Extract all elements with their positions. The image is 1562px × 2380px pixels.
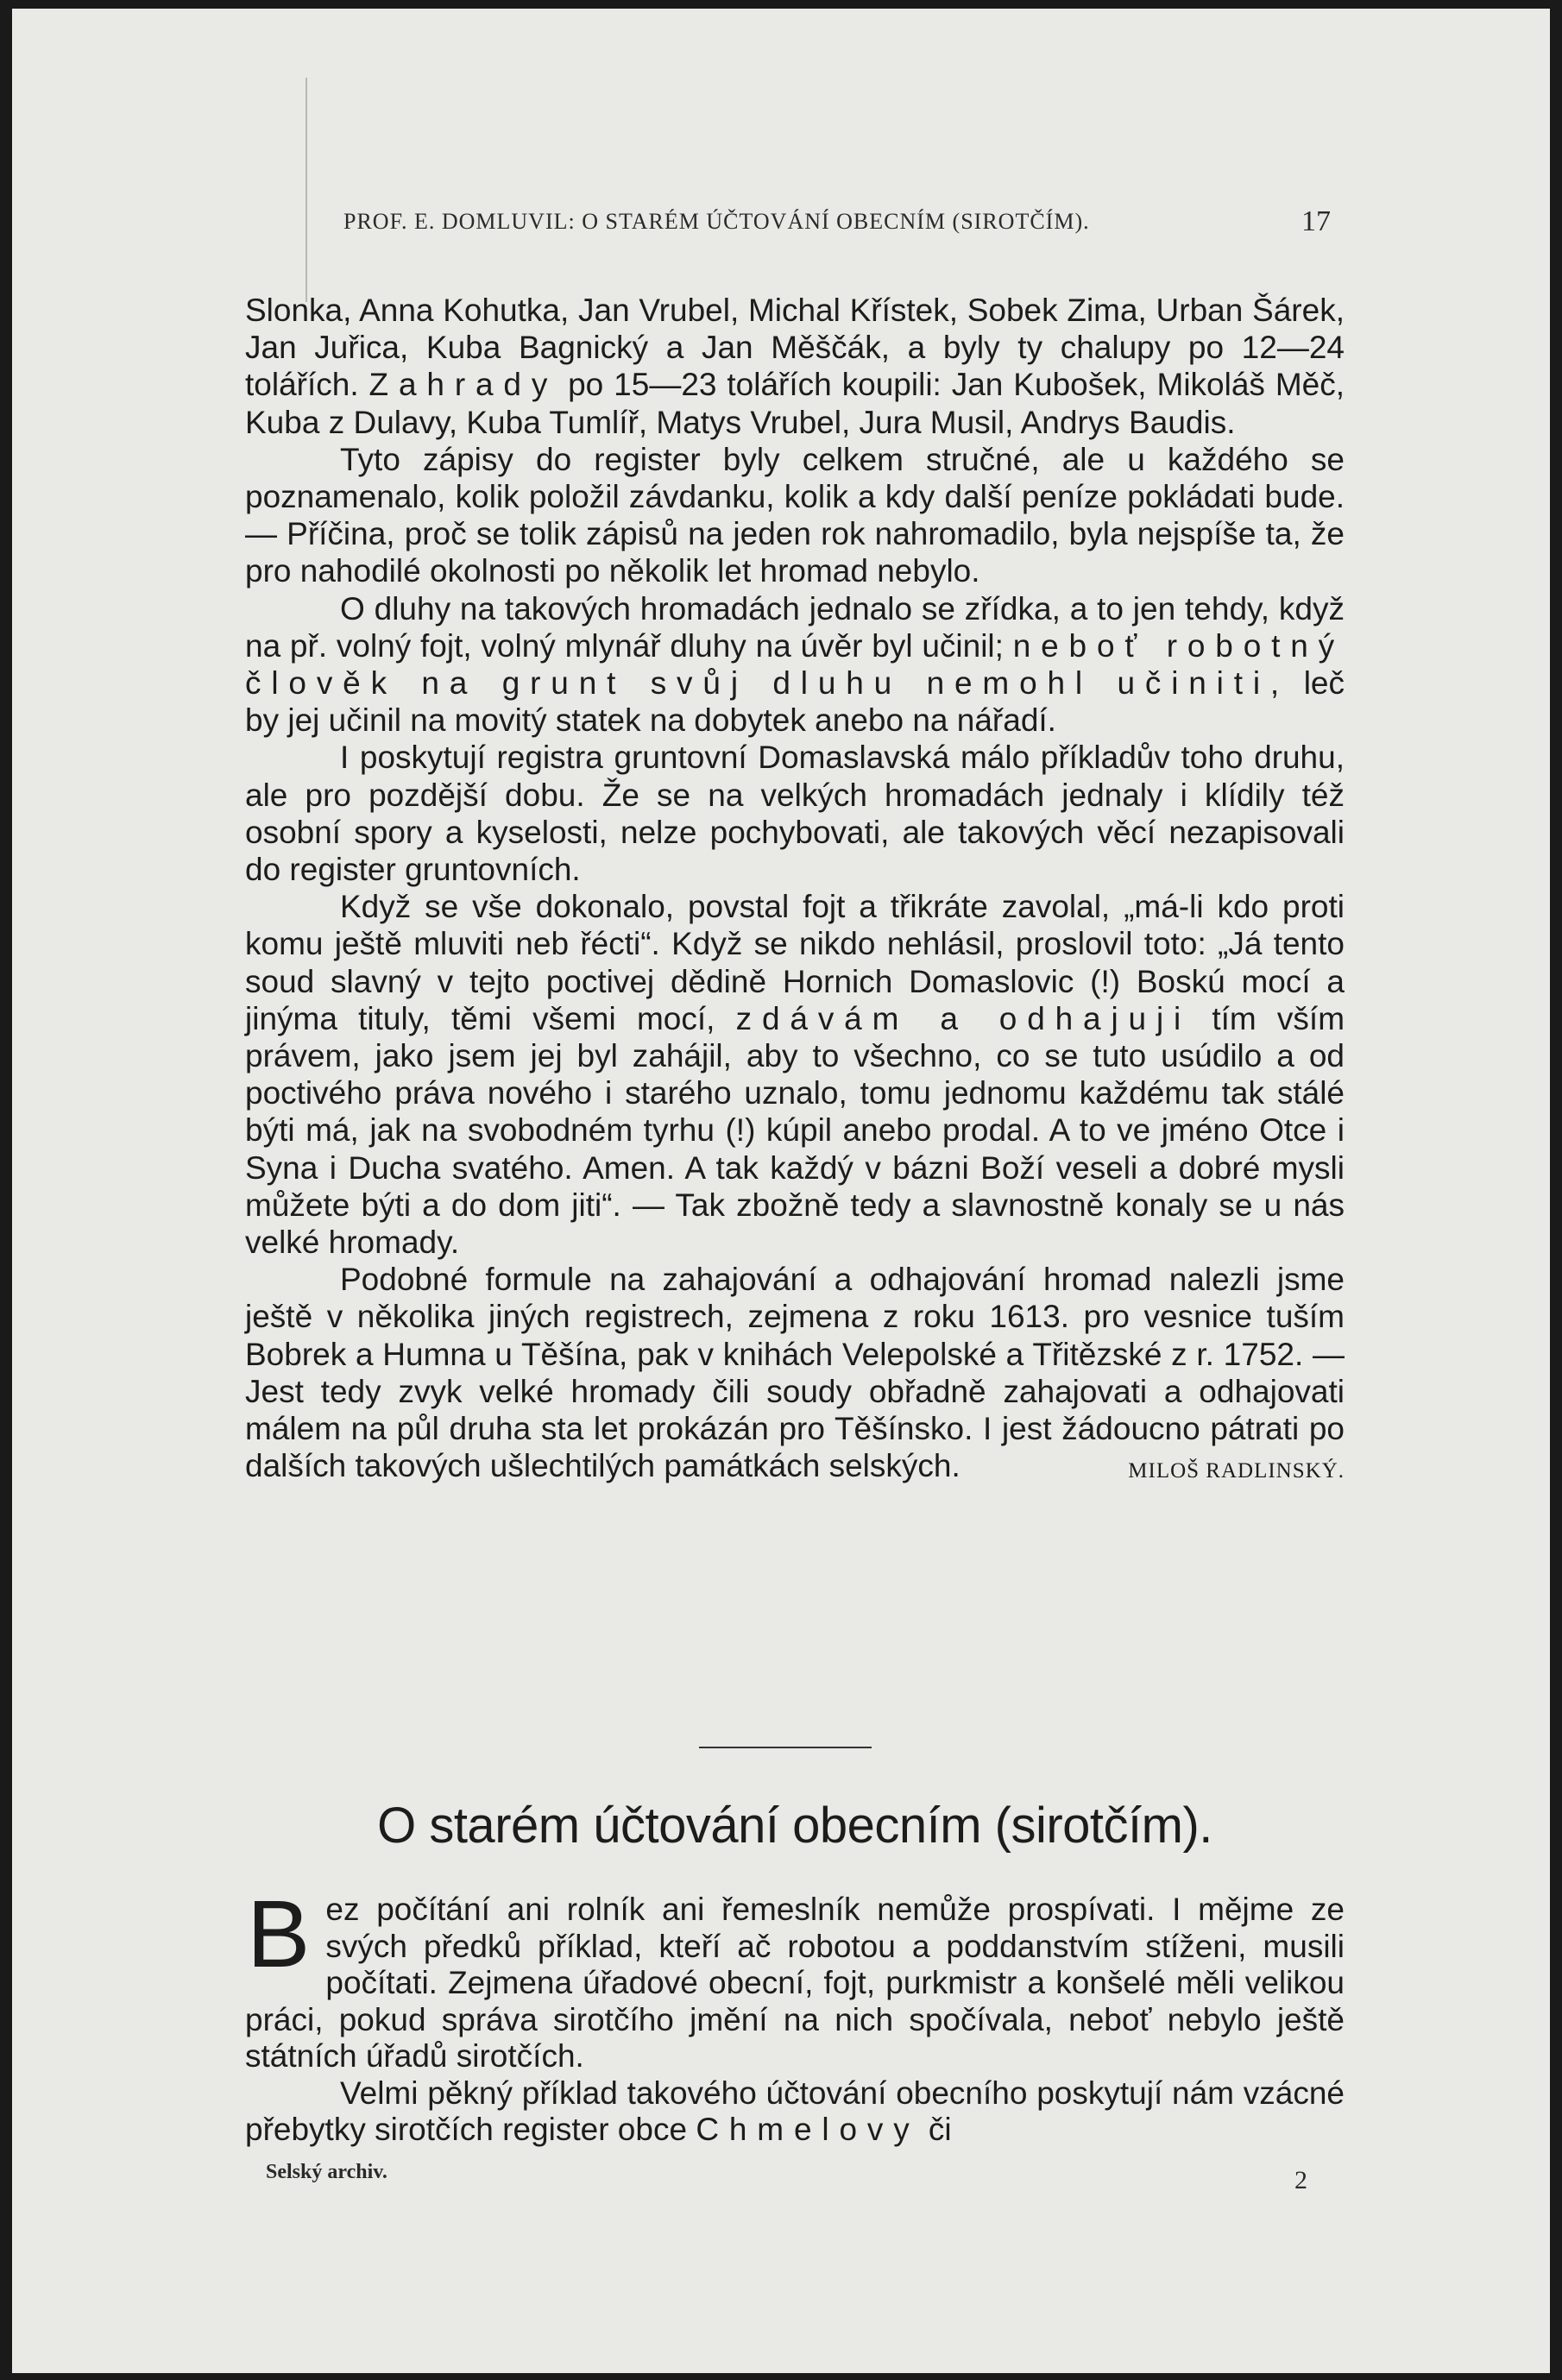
running-header: PROF. E. DOMLUVIL: O STARÉM ÚČTOVÁNÍ OBECNÍM (SIROTČÍM). [343, 209, 1090, 234]
paragraph-3-text-a: O dluhy na takových hromadách jednalo se zřídka, a to jen tehdy, když na př. volný fojt, volný mlynář dluhy na úvěr byl učinil; [245, 590, 1345, 664]
spaced-phrase: neboť robotný člověk na grunt svůj dluhu nemohl učiniti, [245, 627, 1345, 702]
footer-signature-mark: Selský archiv. [266, 2161, 387, 2183]
section-divider [699, 1747, 872, 1748]
paragraph-3-text-b: leč by jej učinil na movitý statek na dobytek anebo na nářadí. [245, 665, 1345, 739]
article-body [245, 292, 1345, 1490]
spaced-phrase-zdavam: zdávám a odhajuji [735, 1000, 1192, 1036]
paragraph-4: I poskytují registra gruntovní Domaslavská málo příkladův toho druhu, ale pro pozdější dobu. Že se na velkých hromadách jednaly i klídily též osobní spory a kyselosti, nelze pochybovati, ale takových věcí nezapisovali do register gruntovních. [245, 740, 1345, 888]
paragraph-1-text: Slonka, Anna Kohutka, Jan Vrubel, Michal Křístek, Sobek Zima, Urban Šárek, Jan Juřica, Kuba Bagnický a Jan Měščák, a byly ty chalupy po 12—24 tolářích. [245, 293, 1345, 403]
article-2-paragraph-1-text: ez počítání ani rolník ani řemeslník nemůže prospívati. I mějme ze svých předků příklad, kteří ač robotou a poddanstvím stíženi, musili počítati. Zejmena úřadové obecní, fojt, purkmistr a konšelé měli velikou práci, pokud správa sirotčího jmění na nich spočívala, neboť nebylo ještě státních úřadů sirotčích. [245, 1892, 1345, 2074]
article-2-body [245, 1881, 1345, 2149]
drop-cap: B [247, 1881, 311, 1987]
author-signature: MILOŠ RADLINSKÝ. [1128, 1459, 1345, 1483]
paragraph-5 [245, 888, 1345, 1261]
document-page [12, 9, 1550, 2373]
binding-rule [305, 78, 307, 302]
footer-sheet-number: 2 [1294, 2166, 1307, 2194]
article-title: O starém účtování obecním (sirotčím). [377, 1798, 1212, 1854]
paragraph-1-rest: po 15—23 tolářích koupili: Jan Kubošek, Mikoláš Měč, Kuba z Dulavy, Kuba Tumlíř, Matys Vrubel, Jura Musil, Andrys Baudis. [245, 367, 1345, 440]
paragraph-6-text: Podobné formule na zahajování a odhajování hromad nalezli jsme ještě v několika jiných registrech, zejmena z roku 1613. pro vesnice tuším Bobrek a Humna u Těšína, pak v knihách Velepolské a Třitězské z r. 1752. — Jest tedy zvyk velké hromady čili soudy obřadně zahajovati a odhajovati málem na půl druha sta let prokázán pro Těšínsko. I jest žádoucno pátrati po dalších takových ušlechtilých památkách selských. [245, 1262, 1345, 1484]
article-2-paragraph-2 [245, 2075, 1345, 2149]
spaced-word-zahrady: Zahrady [368, 367, 558, 403]
article-2-paragraph-1 [245, 1881, 1345, 2075]
spaced-word-chmelovy: Chmelovy [696, 2112, 920, 2147]
article-2-paragraph-2-text-b: či [928, 2112, 952, 2147]
paragraph-2: Tyto zápisy do register byly celkem stručné, ale u každého se poznamenalo, kolik položil závdanku, kolik a kdy další peníze pokládati bude. — Příčina, proč se tolik zápisů na jeden rok nahromadilo, byla nejspíše ta, že pro nahodilé okolnosti po několik let hromad nebylo. [245, 441, 1345, 589]
paragraph-5-text-a: Když se vše dokonalo, povstal fojt a třikráte zavolal, „má-li kdo proti komu ještě mluviti neb řécti“. Když se nikdo nehlásil, proslovil toto: „Já tento soud slavný v tejto poctivej dědině Hornich Domaslovic (!) Boskú mocí a jinýma tituly, těmi všemi mocí, [245, 889, 1345, 1036]
article-2-paragraph-2-text-a: Velmi pěkný příklad takového účtování obecního poskytují nám vzácné přebytky sirotčích register obce [245, 2075, 1345, 2147]
paragraph-5-text-b: tím vším právem, jako jsem jej byl zahájil, aby to všechno, co se tuto usúdilo a od poctivého práva nového i starého uznalo, tomu jednomu každému tak stálé býti má, jak na svobodném tyrhu (!) kúpil anebo prodal. A to ve jméno Otce i Syna i Ducha svatého. Amen. A tak každý v bázni Boží veseli a dobré mysli můžete býti a do dom jiti“. — Tak zbožně tedy a slavnostně konaly se u nás velké hromady. [245, 1000, 1345, 1261]
paragraph-1 [245, 292, 1345, 441]
paragraph-3 [245, 590, 1345, 740]
page-number: 17 [1301, 205, 1331, 237]
paragraph-6 [245, 1261, 1345, 1484]
